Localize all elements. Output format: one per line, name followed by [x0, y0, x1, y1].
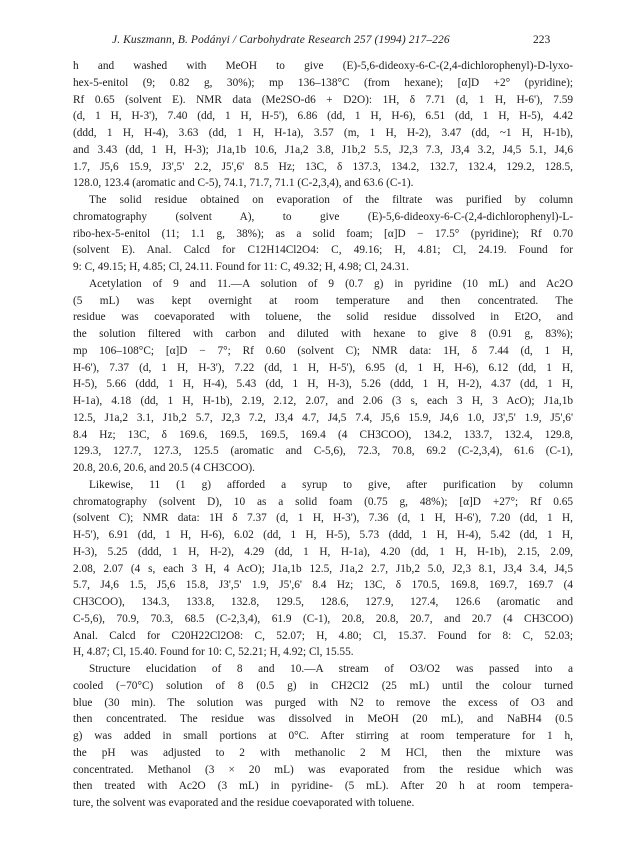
text-line: 1.7, J5,6 15.9, J3',5' 2.2, J5',6' 8.5 Hz; 13C, δ 137.3, 134.2, 132.7, 132.4, 129.2, 128.5,	[73, 160, 573, 173]
text-line: ribo-hex-5-enitol (11; 1.1 g, 38%); as a solid foam; [α]D − 17.5° (pyridine); Rf 0.70	[73, 227, 573, 240]
text-line: chromatography (solvent A), to give (E)-5,6-dideoxy-6-C-(2,4-dichlorophenyl)-L-	[73, 210, 573, 223]
text-line: Acetylation of 9 and 11.—A solution of 9 (0.7 g) in pyridine (10 mL) and Ac2O	[89, 277, 573, 290]
text-line: ture, the solvent was evaporated and the residue coevaporated with toluene.	[73, 797, 415, 809]
text-line: then treated with Ac2O (3 mL) in pyridine- (5 mL). After 20 h at room tempera-	[73, 780, 573, 793]
text-line: 9: C, 49.15; H, 4.85; Cl, 24.11. Found for 11: C, 49.32; H, 4.98; Cl, 24.31.	[73, 261, 409, 273]
text-line: mp 106–108°C; [α]D − 7°; Rf 0.60 (solvent C); NMR data: 1H, δ 7.44 (d, 1 H,	[73, 344, 573, 357]
text-line: blue (30 min). The solution was purged with N2 to remove the excess of O3 and	[73, 696, 573, 709]
text-line: residue was coevaporated with toluene, the solid residue dissolved in Et2O, and	[73, 311, 573, 324]
text-line: Likewise, 11 (1 g) afforded a syrup to give, after purification by column	[89, 478, 573, 491]
text-line: cooled (−70°C) solution of 8 (0.5 g) in CH2Cl2 (25 mL) until the colour turned	[73, 679, 573, 692]
text-line: H-6'), 7.37 (d, 1 H, H-3'), 7.22 (dd, 1 H, H-5'), 6.95 (d, 1 H, H-6), 6.12 (dd, 1 H,	[73, 361, 573, 374]
text-line: (solvent C); NMR data: 1H δ 7.37 (d, 1 H, H-3'), 7.36 (d, 1 H, H-6'), 7.20 (dd, 1 H,	[73, 512, 573, 525]
text-line: 8.4 Hz; 13C, δ 169.6, 169.5, 169.5, 169.4 (4 CH3COO), 134.2, 133.7, 132.4, 129.8,	[73, 428, 573, 441]
text-line: 2.08, 2.07 (4 s, each 3 H, 4 AcO); J1a,1b 12.5, J1a,2 2.7, J1b,2 5.0, J2,3 8.1, J3,4 3.4, J4,5	[73, 562, 573, 575]
text-line: (d, 1 H, H-3'), 7.40 (dd, 1 H, H-5'), 6.86 (dd, 1 H, H-6), 6.51 (dd, 1 H, H-5), 4.42	[73, 110, 573, 123]
text-line: hex-5-enitol (9; 0.82 g, 30%); mp 136–138°C (from hexane); [α]D +2° (pyridine);	[73, 76, 573, 89]
text-line: the solution filtered with carbon and diluted with hexane to give 8 (0.91 g, 83%);	[73, 328, 573, 340]
text-line: the pH was adjusted to 2 with methanolic 2 M HCl, then the mixture was	[73, 746, 573, 759]
text-line: and 3.43 (dd, 1 H, H-3); J1a,1b 10.6, J1a,2 3.8, J1b,2 5.5, J2,3 7.3, J3,4 3.2, J4,5 5.1, J4,6	[73, 143, 573, 156]
text-line: CH3COO), 134.3, 133.8, 132.8, 129.5, 128.6, 127.9, 127.4, 126.6 (aromatic and	[73, 596, 573, 608]
text-line: 20.8, 20.6, 20.6, and 20.5 (4 CH3COO).	[73, 462, 255, 474]
text-line: H-5), 5.66 (ddd, 1 H, H-4), 5.43 (dd, 1 H, H-3), 5.26 (ddd, 1 H, H-2), 4.37 (dd, 1 H,	[73, 378, 573, 391]
page-number: 223	[533, 34, 551, 46]
text-line: C-5,6), 70.9, 70.3, 68.5 (C-2,3,4), 61.9 (C-1), 20.8, 20.8, 20.7, and 20.7 (4 CH3COO)	[73, 612, 573, 625]
text-line: The solid residue obtained on evaporation of the filtrate was purified by column	[89, 194, 573, 206]
running-head: J. Kuszmann, B. Podányi / Carbohydrate Research 257 (1994) 217–226	[112, 34, 450, 46]
text-line: Anal. Calcd for C20H22Cl2O8: C, 52.07; H, 4.80; Cl, 15.37. Found for 8: C, 52.03;	[73, 629, 573, 642]
text-line: H-1a), 4.18 (dd, 1 H, H-1b), 2.19, 2.12, 2.07, and 2.06 (3 s, each 3 H, 3 AcO); J1a,1b	[73, 395, 573, 407]
text-line: H, 4.87; Cl, 15.40. Found for 10: C, 52.21; H, 4.92; Cl, 15.55.	[73, 646, 354, 659]
text-line: then concentrated. The residue was dissolved in MeOH (20 mL), and NaBH4 (0.5	[73, 713, 573, 726]
text-line: H-3), 5.25 (ddd, 1 H, H-2), 4.29 (dd, 1 H, H-1a), 4.20 (dd, 1 H, H-1b), 2.15, 2.09,	[73, 545, 573, 558]
text-line: g) was added in small portions at 0°C. After stirring at room temperature for 1 h,	[73, 730, 573, 742]
text-line: 129.3, 127.7, 127.3, 125.5 (aromatic and C-5,6), 72.3, 70.8, 69.2 (C-2,3,4), 61.6 (C-1),	[73, 445, 573, 458]
text-line: H-5'), 6.91 (dd, 1 H, H-6), 6.02 (dd, 1 H, H-5), 5.73 (ddd, 1 H, H-4), 5.42 (dd, 1 H,	[73, 529, 573, 541]
text-line: h and washed with MeOH to give (E)-5,6-dideoxy-6-C-(2,4-dichlorophenyl)-D-lyxo-	[73, 60, 573, 72]
text-line: (solvent E). Anal. Calcd for C12H14Cl2O4: C, 49.16; H, 4.81; Cl, 24.19. Found for	[73, 244, 573, 257]
text-line: chromatography (solvent D), 10 as a solid foam (0.75 g, 48%); [α]D +27°; Rf 0.65	[73, 495, 573, 508]
text-line: 128.0, 123.4 (aromatic and C-5), 74.1, 71.7, 71.1 (C-2,3,4), and 63.6 (C-1).	[73, 177, 414, 190]
text-line: (5 mL) was kept overnight at room temperature and then concentrated. The	[73, 294, 573, 307]
text-line: concentrated. Methanol (3 × 20 mL) was evaporated from the residue which was	[73, 763, 573, 776]
text-line: Rf 0.65 (solvent E). NMR data (Me2SO-d6 + D2O): 1H, δ 7.71 (d, 1 H, H-6'), 7.59	[73, 93, 573, 106]
text-line: 12.5, J1a,2 3.1, J1b,2 5.7, J2,3 7.2, J3,4 4.7, J4,5 7.4, J5,6 15.9, J4,6 1.0, J3',5' 1.9, J5',6'	[73, 411, 573, 424]
text-line: 5.7, J4,6 1.5, J5,6 15.8, J3',5' 1.9, J5',6' 8.4 Hz; 13C, δ 170.5, 169.8, 169.7, 169.7 (4	[73, 579, 573, 592]
text-line: Structure elucidation of 8 and 10.—A stream of O3/O2 was passed into a	[89, 663, 573, 675]
body-text	[73, 58, 573, 812]
text-line: (ddd, 1 H, H-4), 3.63 (dd, 1 H, H-1a), 3.57 (m, 1 H, H-2), 3.47 (dd, ~1 H, H-1b),	[73, 127, 573, 139]
